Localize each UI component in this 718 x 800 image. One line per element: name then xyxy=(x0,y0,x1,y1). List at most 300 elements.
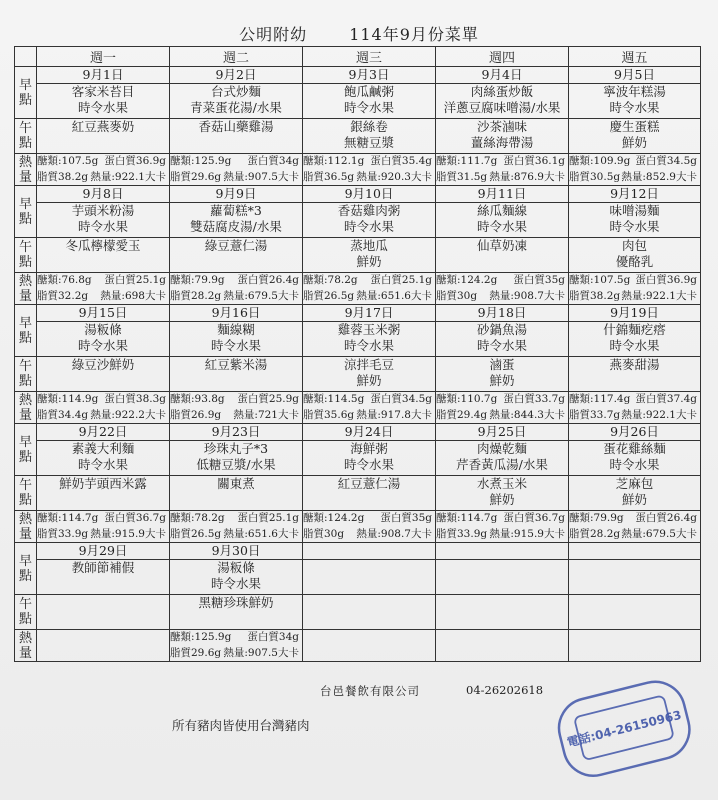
breakfast-cell xyxy=(170,322,303,357)
lunch-item: 鮮奶芋頭西米露 xyxy=(59,476,147,491)
date-row xyxy=(15,543,701,560)
lunch-item xyxy=(37,595,169,611)
breakfast-cell xyxy=(303,441,436,476)
carbs-value: 醣類:107.5g xyxy=(569,274,631,286)
breakfast-item: 時令水果 xyxy=(343,218,394,234)
lunch-cell xyxy=(170,476,303,511)
carbs-value: 醣類:124.2g xyxy=(303,512,365,524)
date-row xyxy=(15,186,701,203)
lunch-item xyxy=(436,254,568,270)
fat-value: 脂質29.4g xyxy=(436,408,488,421)
fat-value: 脂質33.7g xyxy=(569,408,621,421)
menu-date: 9月23日 xyxy=(170,424,303,441)
lunch-item: 鮮奶 xyxy=(356,253,382,269)
nutrition-cell xyxy=(303,630,436,662)
lunch-item xyxy=(569,595,700,611)
menu-date: 9月18日 xyxy=(436,305,569,322)
breakfast-cell xyxy=(170,84,303,119)
breakfast-item: 時令水果 xyxy=(77,218,128,234)
menu-date: 9月5日 xyxy=(569,67,701,84)
pork-origin-note: 所有豬肉皆使用台灣豬肉 xyxy=(172,718,310,733)
menu-date: 9月2日 xyxy=(170,67,303,84)
breakfast-cell xyxy=(436,203,569,238)
nutrition-row xyxy=(15,392,701,424)
lunch-item: 黑糖珍珠鮮奶 xyxy=(198,595,274,610)
protein-value: 蛋白質35g xyxy=(380,512,432,524)
nutrition-cell xyxy=(303,511,436,543)
breakfast-item: 海鮮粥 xyxy=(350,441,388,456)
calories-value: 熱量:651.6大卡 xyxy=(223,527,299,540)
lunch-cell xyxy=(37,238,170,273)
lunch-cell xyxy=(37,119,170,154)
lunch-cell xyxy=(569,476,701,511)
fat-value: 脂質33.9g xyxy=(37,527,89,540)
protein-value: 蛋白質36.1g xyxy=(503,155,565,167)
protein-value: 蛋白質35.4g xyxy=(370,155,432,167)
carbs-value: 醣類:125.9g xyxy=(170,631,232,643)
fat-value: 脂質38.2g xyxy=(37,170,89,183)
fat-value: 脂質33.9g xyxy=(436,527,488,540)
breakfast-cell xyxy=(37,441,170,476)
fat-value: 脂質35.6g xyxy=(303,408,355,421)
protein-value: 蛋白質25.1g xyxy=(237,512,299,524)
lunch-item: 綠豆沙鮮奶 xyxy=(71,357,135,372)
lunch-cell xyxy=(170,595,303,630)
breakfast-item: 湯粄條 xyxy=(84,322,122,337)
fat-value: 脂質26.9g xyxy=(170,408,222,421)
nutrition-label: 熱 量 xyxy=(15,630,37,662)
lunch-cell xyxy=(303,357,436,392)
menu-date: 9月15日 xyxy=(37,305,170,322)
lunch-item: 仙草奶凍 xyxy=(476,238,527,253)
breakfast-cell xyxy=(303,84,436,119)
lunch-item: 薑絲海帶湯 xyxy=(470,134,534,150)
breakfast-row xyxy=(15,322,701,357)
breakfast-item: 珍珠丸子*3 xyxy=(203,441,269,456)
breakfast-cell xyxy=(303,322,436,357)
lunch-cell xyxy=(37,595,170,630)
breakfast-label: 早 點 xyxy=(15,424,37,476)
nutrition-row xyxy=(15,630,701,662)
lunch-cell xyxy=(303,476,436,511)
header-mon: 週一 xyxy=(37,47,170,67)
lunch-item: 冬瓜檸檬愛玉 xyxy=(65,238,141,253)
lunch-item: 滷蛋 xyxy=(489,357,515,372)
lunch-label: 午 點 xyxy=(15,238,37,273)
lunch-item xyxy=(303,595,435,611)
lunch-item xyxy=(170,373,302,389)
breakfast-item: 時令水果 xyxy=(77,337,128,353)
breakfast-item: 時令水果 xyxy=(77,99,128,115)
calories-value: 熱量:852.9大卡 xyxy=(621,170,697,183)
carbs-value: 醣類:110.7g xyxy=(436,393,498,405)
lunch-item: 優酪乳 xyxy=(615,253,654,269)
lunch-item xyxy=(170,611,302,627)
breakfast-item: 雞蓉玉米粥 xyxy=(337,322,401,337)
lunch-item: 沙茶滷味 xyxy=(476,119,527,134)
nutrition-cell xyxy=(37,630,170,662)
nutrition-cell xyxy=(303,273,436,305)
lunch-cell xyxy=(436,119,569,154)
fat-value: 脂質26.5g xyxy=(303,289,355,302)
calories-value: 熱量:908.7大卡 xyxy=(356,527,432,540)
breakfast-item: 時令水果 xyxy=(343,337,394,353)
fat-value: 脂質34.4g xyxy=(37,408,89,421)
breakfast-item: 絲瓜麵線 xyxy=(476,203,527,218)
nutrition-cell xyxy=(436,392,569,424)
protein-value: 蛋白質36.9g xyxy=(104,155,166,167)
protein-value: 蛋白質33.7g xyxy=(503,393,565,405)
nutrition-cell xyxy=(170,392,303,424)
nutrition-cell xyxy=(170,273,303,305)
calories-value: 熱量:917.8大卡 xyxy=(356,408,432,421)
lunch-item: 芝麻包 xyxy=(615,476,654,491)
fat-value: 脂質30g xyxy=(303,527,345,540)
breakfast-label: 早 點 xyxy=(15,67,37,119)
nutrition-cell xyxy=(569,154,701,186)
lunch-row xyxy=(15,119,701,154)
lunch-item: 鮮奶 xyxy=(356,372,382,388)
fat-value: 脂質30.5g xyxy=(569,170,621,183)
lunch-item xyxy=(170,254,302,270)
lunch-item: 銀絲卷 xyxy=(350,119,388,134)
nutrition-cell xyxy=(303,154,436,186)
fat-value: 脂質29.6g xyxy=(170,170,222,183)
breakfast-cell xyxy=(569,84,701,119)
nutrition-cell xyxy=(436,273,569,305)
lunch-label: 午 點 xyxy=(15,119,37,154)
protein-value: 蛋白質38.3g xyxy=(104,393,166,405)
carbs-value: 醣類:125.9g xyxy=(170,155,232,167)
lunch-item: 肉包 xyxy=(621,238,647,253)
nutrition-label: 熱 量 xyxy=(15,154,37,186)
nutrition-cell xyxy=(569,630,701,662)
lunch-item xyxy=(436,595,568,611)
breakfast-cell xyxy=(436,84,569,119)
menu-date: 9月11日 xyxy=(436,186,569,203)
breakfast-item: 芹香黃瓜湯/水果 xyxy=(456,456,548,472)
breakfast-row xyxy=(15,560,701,595)
breakfast-item xyxy=(303,576,435,592)
lunch-cell xyxy=(170,238,303,273)
lunch-item xyxy=(170,135,302,151)
month-title: 114年9月份菜單 xyxy=(349,25,479,44)
protein-value: 蛋白質34.5g xyxy=(635,155,697,167)
breakfast-item: 砂鍋魚湯 xyxy=(476,322,527,337)
lunch-item: 蒸地瓜 xyxy=(350,238,388,253)
breakfast-item: 時令水果 xyxy=(343,99,394,115)
lunch-item: 鮮奶 xyxy=(489,372,515,388)
breakfast-item: 飽瓜鹹粥 xyxy=(343,84,394,99)
nutrition-cell xyxy=(569,511,701,543)
lunch-item: 關東煮 xyxy=(217,476,255,491)
protein-value: 蛋白質37.4g xyxy=(635,393,697,405)
menu-date: 9月3日 xyxy=(303,67,436,84)
breakfast-item: 客家米苔目 xyxy=(71,84,135,99)
nutrition-cell xyxy=(569,273,701,305)
nutrition-cell xyxy=(37,273,170,305)
carbs-value: 醣類:114.5g xyxy=(303,393,365,405)
menu-date xyxy=(303,543,436,560)
breakfast-item: 低糖豆漿/水果 xyxy=(196,456,276,472)
nutrition-cell xyxy=(436,511,569,543)
breakfast-cell xyxy=(303,560,436,595)
breakfast-item: 雙菇腐皮湯/水果 xyxy=(190,218,282,234)
lunch-item: 鮮奶 xyxy=(621,491,647,507)
breakfast-cell xyxy=(569,322,701,357)
caterer-phone: 04-26202618 xyxy=(466,683,544,697)
menu-date: 9月10日 xyxy=(303,186,436,203)
menu-date: 9月29日 xyxy=(37,543,170,560)
lunch-item: 無糖豆漿 xyxy=(343,134,394,150)
breakfast-item: 洋蔥豆腐味噌湯/水果 xyxy=(443,99,561,115)
lunch-cell xyxy=(569,238,701,273)
breakfast-item: 蘿蔔糕*3 xyxy=(210,203,262,218)
breakfast-item: 湯粄條 xyxy=(217,560,255,575)
lunch-cell xyxy=(303,119,436,154)
header-tue: 週二 xyxy=(170,47,303,67)
fat-value: 脂質31.5g xyxy=(436,170,488,183)
carbs-value: 醣類:114.7g xyxy=(37,512,99,524)
menu-date: 9月22日 xyxy=(37,424,170,441)
menu-date: 9月9日 xyxy=(170,186,303,203)
menu-date: 9月16日 xyxy=(170,305,303,322)
protein-value: 蛋白質34.5g xyxy=(370,393,432,405)
breakfast-item: 芋頭米粉湯 xyxy=(71,203,135,218)
calories-value: 熱量:922.1大卡 xyxy=(90,170,166,183)
lunch-item: 水煮玉米 xyxy=(476,476,527,491)
lunch-cell xyxy=(436,595,569,630)
lunch-item xyxy=(436,611,568,627)
breakfast-cell xyxy=(37,560,170,595)
caterer-name: 台邑餐飲有限公司 xyxy=(320,684,420,698)
protein-value: 蛋白質25.1g xyxy=(370,274,432,286)
lunch-item xyxy=(569,373,700,389)
calories-value: 熱量:698大卡 xyxy=(100,289,166,302)
breakfast-cell xyxy=(569,203,701,238)
lunch-item: 燕麥甜湯 xyxy=(609,357,660,372)
calories-value: 熱量:679.5大卡 xyxy=(223,289,299,302)
breakfast-row xyxy=(15,84,701,119)
fat-value: 脂質30g xyxy=(436,289,478,302)
lunch-cell xyxy=(170,119,303,154)
nutrition-cell xyxy=(569,392,701,424)
breakfast-item: 時令水果 xyxy=(609,218,660,234)
breakfast-item: 台式炒麵 xyxy=(210,84,261,99)
breakfast-item: 時令水果 xyxy=(609,456,660,472)
nutrition-row xyxy=(15,511,701,543)
lunch-item xyxy=(37,254,169,270)
breakfast-label: 早 點 xyxy=(15,186,37,238)
breakfast-item: 教師節補假 xyxy=(71,560,135,575)
lunch-cell xyxy=(37,357,170,392)
nutrition-label: 熱 量 xyxy=(15,392,37,424)
fat-value: 脂質28.2g xyxy=(569,527,621,540)
breakfast-cell xyxy=(436,560,569,595)
lunch-row xyxy=(15,476,701,511)
lunch-cell xyxy=(303,238,436,273)
stamp-tel: 電話:04-26150963 xyxy=(565,707,683,750)
breakfast-cell xyxy=(569,560,701,595)
lunch-item xyxy=(303,492,435,508)
calories-value: 熱量:876.9大卡 xyxy=(489,170,565,183)
lunch-cell xyxy=(569,595,701,630)
protein-value: 蛋白質36.7g xyxy=(503,512,565,524)
lunch-item: 紅豆紫米湯 xyxy=(204,357,268,372)
breakfast-cell xyxy=(569,441,701,476)
calories-value: 熱量:915.9大卡 xyxy=(90,527,166,540)
carbs-value: 醣類:124.2g xyxy=(436,274,498,286)
menu-date: 9月12日 xyxy=(569,186,701,203)
protein-value: 蛋白質26.4g xyxy=(237,274,299,286)
protein-value: 蛋白質25.1g xyxy=(104,274,166,286)
carbs-value: 醣類:79.9g xyxy=(569,512,624,524)
carbs-value: 醣類:114.9g xyxy=(37,393,99,405)
breakfast-cell xyxy=(170,441,303,476)
date-row xyxy=(15,305,701,322)
breakfast-item: 味噌湯麵 xyxy=(609,203,660,218)
calories-value: 熱量:907.5大卡 xyxy=(223,646,299,659)
lunch-item: 鮮奶 xyxy=(621,134,647,150)
carbs-value: 醣類:117.4g xyxy=(569,393,631,405)
nutrition-label: 熱 量 xyxy=(15,273,37,305)
menu-date xyxy=(569,543,701,560)
nutrition-row xyxy=(15,273,701,305)
breakfast-item xyxy=(37,576,169,592)
breakfast-item xyxy=(569,560,700,576)
fat-value: 脂質28.2g xyxy=(170,289,222,302)
breakfast-item: 青菜蛋花湯/水果 xyxy=(190,99,282,115)
menu-date: 9月1日 xyxy=(37,67,170,84)
breakfast-item: 素義大利麵 xyxy=(71,441,135,456)
fat-value: 脂質38.2g xyxy=(569,289,621,302)
fat-value: 脂質26.5g xyxy=(170,527,222,540)
lunch-cell xyxy=(436,357,569,392)
nutrition-cell xyxy=(436,154,569,186)
breakfast-item: 時令水果 xyxy=(210,337,261,353)
calories-value: 熱量:844.3大卡 xyxy=(489,408,565,421)
lunch-cell xyxy=(569,119,701,154)
calories-value: 熱量:679.5大卡 xyxy=(621,527,697,540)
menu-date: 9月24日 xyxy=(303,424,436,441)
breakfast-cell xyxy=(170,560,303,595)
calories-value: 熱量:922.1大卡 xyxy=(621,289,697,302)
lunch-item: 鮮奶 xyxy=(489,491,515,507)
protein-value: 蛋白質34g xyxy=(247,155,299,167)
protein-value: 蛋白質34g xyxy=(247,631,299,643)
lunch-item xyxy=(37,492,169,508)
breakfast-cell xyxy=(37,322,170,357)
lunch-item xyxy=(170,492,302,508)
nutrition-cell xyxy=(37,154,170,186)
breakfast-cell xyxy=(170,203,303,238)
breakfast-label: 早 點 xyxy=(15,305,37,357)
breakfast-item: 香菇雞肉粥 xyxy=(337,203,401,218)
lunch-cell xyxy=(436,476,569,511)
menu-table xyxy=(14,46,701,662)
school-seal-stamp xyxy=(548,676,698,781)
fat-value: 脂質32.2g xyxy=(37,289,89,302)
nutrition-cell xyxy=(37,511,170,543)
carbs-value: 醣類:109.9g xyxy=(569,155,631,167)
menu-date: 9月8日 xyxy=(37,186,170,203)
carbs-value: 醣類:114.7g xyxy=(436,512,498,524)
carbs-value: 醣類:78.2g xyxy=(303,274,358,286)
header-fri: 週五 xyxy=(569,47,701,67)
breakfast-item: 時令水果 xyxy=(609,337,660,353)
fat-value: 脂質29.6g xyxy=(170,646,222,659)
lunch-row xyxy=(15,238,701,273)
breakfast-item: 蛋花雞絲麵 xyxy=(603,441,666,456)
calories-value: 熱量:922.1大卡 xyxy=(621,408,697,421)
date-row xyxy=(15,424,701,441)
lunch-cell xyxy=(569,357,701,392)
menu-date: 9月4日 xyxy=(436,67,569,84)
breakfast-label: 早 點 xyxy=(15,543,37,595)
nutrition-cell xyxy=(303,392,436,424)
lunch-row xyxy=(15,595,701,630)
nutrition-cell xyxy=(37,392,170,424)
breakfast-item: 時令水果 xyxy=(77,456,128,472)
lunch-label: 午 點 xyxy=(15,476,37,511)
breakfast-row xyxy=(15,203,701,238)
lunch-item xyxy=(569,611,700,627)
lunch-item: 慶生蛋糕 xyxy=(609,119,660,134)
protein-value: 蛋白質25.9g xyxy=(237,393,299,405)
breakfast-cell xyxy=(303,203,436,238)
menu-date xyxy=(436,543,569,560)
lunch-label: 午 點 xyxy=(15,357,37,392)
nutrition-label: 熱 量 xyxy=(15,511,37,543)
menu-date: 9月26日 xyxy=(569,424,701,441)
breakfast-item: 寧波年糕湯 xyxy=(603,84,666,99)
page-title xyxy=(0,22,718,45)
lunch-item: 紅豆薏仁湯 xyxy=(337,476,401,491)
nutrition-cell xyxy=(170,154,303,186)
menu-date: 9月17日 xyxy=(303,305,436,322)
menu-date: 9月30日 xyxy=(170,543,303,560)
protein-value: 蛋白質36.9g xyxy=(635,274,697,286)
lunch-item: 香菇山藥雞湯 xyxy=(198,119,274,134)
breakfast-item: 時令水果 xyxy=(609,99,660,115)
lunch-cell xyxy=(170,357,303,392)
nutrition-cell xyxy=(170,511,303,543)
carbs-value: 醣類:111.7g xyxy=(436,155,498,167)
calories-value: 熱量:920.3大卡 xyxy=(356,170,432,183)
carbs-value: 醣類:107.5g xyxy=(37,155,99,167)
breakfast-item: 什錦麵疙瘩 xyxy=(603,322,666,337)
nutrition-cell xyxy=(170,630,303,662)
menu-date: 9月19日 xyxy=(569,305,701,322)
lunch-item: 綠豆薏仁湯 xyxy=(204,238,268,253)
nutrition-row xyxy=(15,154,701,186)
breakfast-item xyxy=(303,560,435,576)
carbs-value: 醣類:93.8g xyxy=(170,393,225,405)
breakfast-item: 時令水果 xyxy=(476,337,527,353)
calories-value: 熱量:721大卡 xyxy=(233,408,299,421)
breakfast-row xyxy=(15,441,701,476)
lunch-item: 紅豆燕麥奶 xyxy=(71,119,135,134)
header-wed: 週三 xyxy=(303,47,436,67)
protein-value: 蛋白質36.7g xyxy=(104,512,166,524)
header-corner xyxy=(15,47,37,67)
breakfast-cell xyxy=(37,84,170,119)
nutrition-cell xyxy=(436,630,569,662)
lunch-label: 午 點 xyxy=(15,595,37,630)
fat-value: 脂質36.5g xyxy=(303,170,355,183)
calories-value: 熱量:915.9大卡 xyxy=(489,527,565,540)
breakfast-cell xyxy=(436,322,569,357)
